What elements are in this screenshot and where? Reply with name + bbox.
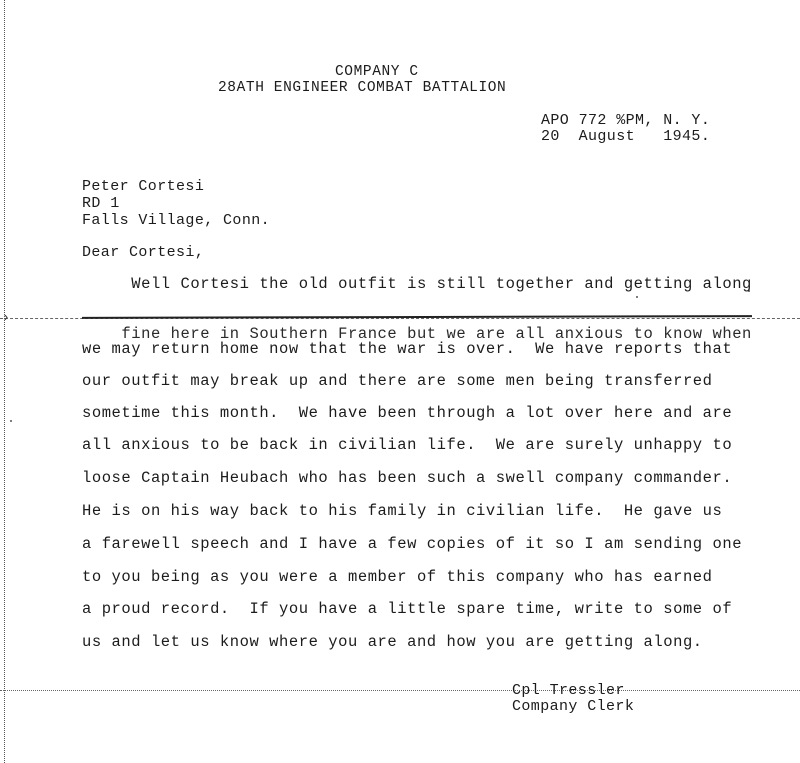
struck-text: fine here in Southern France but we are all anxious to know when bbox=[121, 325, 752, 343]
strike-through-bar bbox=[82, 315, 752, 319]
apo-address: APO 772 %PM, N. Y. bbox=[541, 112, 711, 129]
body-line: sometime this month. We have been through a lot over here and are bbox=[82, 404, 733, 422]
body-line: all anxious to be back in civilian life. We are surely unhappy to bbox=[82, 436, 733, 454]
recipient-city: Falls Village, Conn. bbox=[82, 212, 271, 229]
speck bbox=[636, 296, 638, 298]
recipient-route: RD 1 bbox=[82, 195, 120, 212]
body-line: loose Captain Heubach who has been such a swell company commander. bbox=[82, 469, 733, 487]
letterhead-battalion: 28ATH ENGINEER COMBAT BATTALION bbox=[218, 80, 507, 96]
left-edge-mark bbox=[4, 0, 5, 763]
speck bbox=[10, 420, 12, 422]
margin-arrow-mark: › bbox=[2, 310, 10, 325]
letter-date: 20 August 1945. bbox=[541, 128, 711, 145]
signature-title: Company Clerk bbox=[512, 698, 635, 715]
body-line: a proud record. If you have a little spare time, write to some of bbox=[82, 600, 733, 618]
recipient-name: Peter Cortesi bbox=[82, 178, 205, 195]
signature-name: Cpl Tressler bbox=[512, 682, 625, 699]
body-line: us and let us know where you are and how you are getting along. bbox=[82, 633, 703, 651]
salutation: Dear Cortesi, bbox=[82, 244, 205, 261]
body-line: to you being as you were a member of this company who has earned bbox=[82, 568, 713, 586]
body-line: a farewell speech and I have a few copies of it so I am sending one bbox=[82, 535, 743, 553]
letterhead-company: COMPANY C bbox=[335, 64, 419, 80]
fold-line-bottom bbox=[0, 690, 800, 691]
body-line: Well Cortesi the old outfit is still together and getting along bbox=[82, 275, 752, 293]
body-line: we may return home now that the war is over. We have reports that bbox=[82, 340, 733, 358]
body-line: our outfit may break up and there are some men being transferred bbox=[82, 372, 713, 390]
body-line: He is on his way back to his family in civilian life. He gave us bbox=[82, 502, 723, 520]
